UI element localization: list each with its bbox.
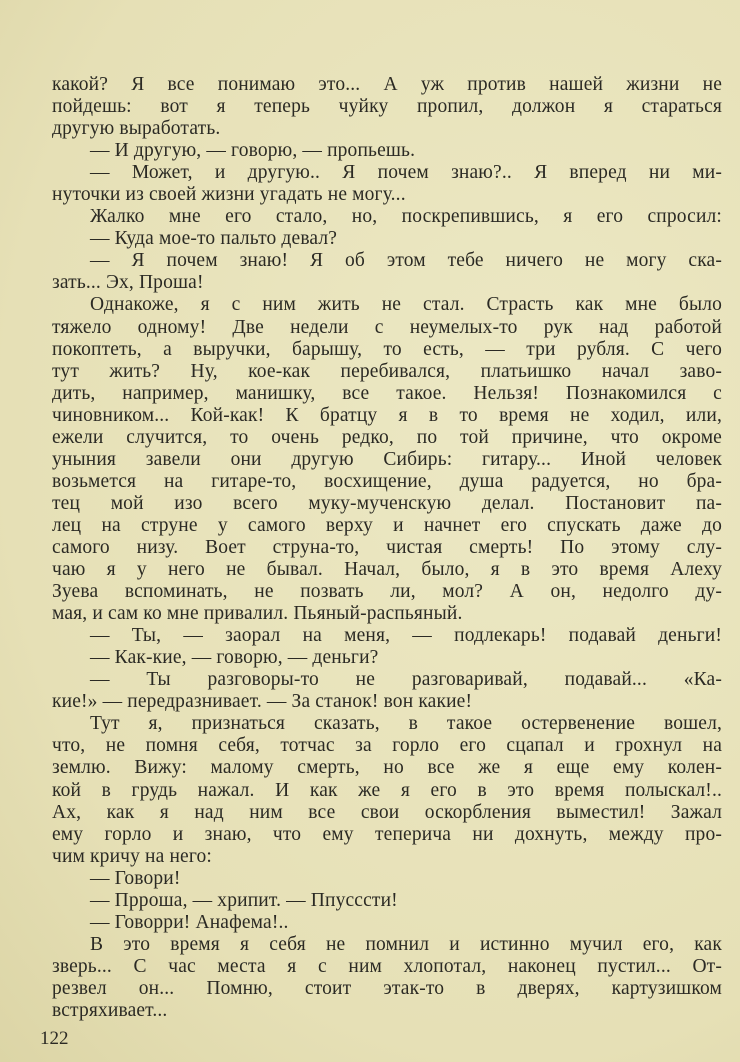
text-line: резвел он... Помню, стоит этак-то в дверях, картузишком (52, 977, 722, 999)
text-line: ежели случится, то очень редко, по той причине, что окроме (52, 426, 722, 448)
text-line: — Говорри! Анафема!.. (90, 911, 289, 933)
text-line: Жалко мне его стало, но, поскрепившись, я его спросил: (90, 206, 722, 228)
text-line: нуточки из своей жизни угадать не могу... (52, 184, 406, 206)
text-line: лец на струне у самого верху и начнет его спускать даже до (52, 514, 722, 536)
page-number: 122 (40, 1028, 69, 1049)
text-line: — Как-кие, — говорю, — деньги? (90, 647, 379, 669)
text-line: дить, например, манишку, все такое. Нельзя! Познакомился с (52, 382, 722, 404)
text-line: зать... Эх, Проша! (52, 272, 204, 294)
text-line: — Говори! (90, 867, 181, 889)
text-line: — И другую, — говорю, — пропьешь. (90, 140, 416, 162)
text-line: кие!» — передразнивает. — За станок! вон какие! (52, 691, 473, 713)
text-line: — Ты, — заорал на меня, — подлекарь! подавай деньги! (90, 625, 722, 647)
text-line: кой в грудь нажал. И как же я его в это время полыскал!.. (52, 779, 722, 801)
text-line: — Куда мое-то пальто девал? (90, 228, 338, 250)
text-line: встряхивает... (52, 999, 168, 1021)
text-line: Зуева вспоминать, не позвать ли, мол? А он, недолго ду- (52, 581, 722, 603)
text-line: другую выработать. (52, 118, 221, 140)
text-line: уныния завели они другую Сибирь: гитару... Иной человек (52, 448, 722, 470)
text-line: чим кричу на него: (52, 845, 212, 867)
text-line: возьмется на гитаре-то, восхищение, душа радуется, но бра- (52, 470, 722, 492)
text-line: мая, и сам ко мне привалил. Пьяный-распьяный. (52, 603, 463, 625)
page-body-text (52, 74, 722, 1022)
text-line: тут жить? Ну, кое-как перебивался, платьишко начал заво- (52, 360, 722, 382)
text-line: — Может, и другую.. Я почем знаю?.. Я вперед ни ми- (90, 162, 722, 184)
text-line: — Ты разговоры-то не разговаривай, подавай... «Ка- (90, 669, 722, 691)
text-line: — Прроша, — хрипит. — Ппуссcти! (90, 889, 398, 911)
text-line: тяжело одному! Две недели с неумелых-то рук над работой (52, 316, 722, 338)
text-line: чаю я у него не бывал. Начал, было, я в это время Алеху (52, 559, 722, 581)
text-line: ему горло и знаю, что ему теперича ни дохнуть, между про- (52, 823, 722, 845)
text-line: Однакоже, я с ним жить не стал. Страсть как мне было (90, 294, 722, 316)
text-line: Тут я, признаться сказать, в такое остервенение вошел, (90, 713, 722, 735)
text-line: тец мой изо всего муку-мученскую делал. Постановит па- (52, 492, 722, 514)
text-line: что, не помня себя, тотчас за горло его сцапал и грохнул на (52, 735, 722, 757)
text-line: покоптеть, а выручки, барышу, то есть, — три рубля. С чего (52, 338, 722, 360)
text-line: какой? Я все понимаю это... А уж против нашей жизни не (52, 74, 722, 95)
text-line: Ах, как я над ним все свои оскорбления выместил! Зажал (52, 801, 722, 823)
text-line: самого низу. Воет струна-то, чистая смерть! По этому слу- (52, 536, 722, 558)
text-line: В это время я себя не помнил и истинно мучил его, как (90, 933, 722, 955)
text-line: землю. Вижу: малому смерть, но все же я еще ему колен- (52, 757, 722, 779)
text-line: пойдешь: вот я теперь чуйку пропил, должон я стараться (52, 96, 722, 118)
text-line: чиновником... Кой-как! К братцу я в то время не ходил, или, (52, 404, 722, 426)
text-line: зверь... С час места я с ним хлопотал, наконец пустил... От- (52, 955, 722, 977)
text-line: — Я почем знаю! Я об этом тебе ничего не могу ска- (90, 250, 722, 272)
